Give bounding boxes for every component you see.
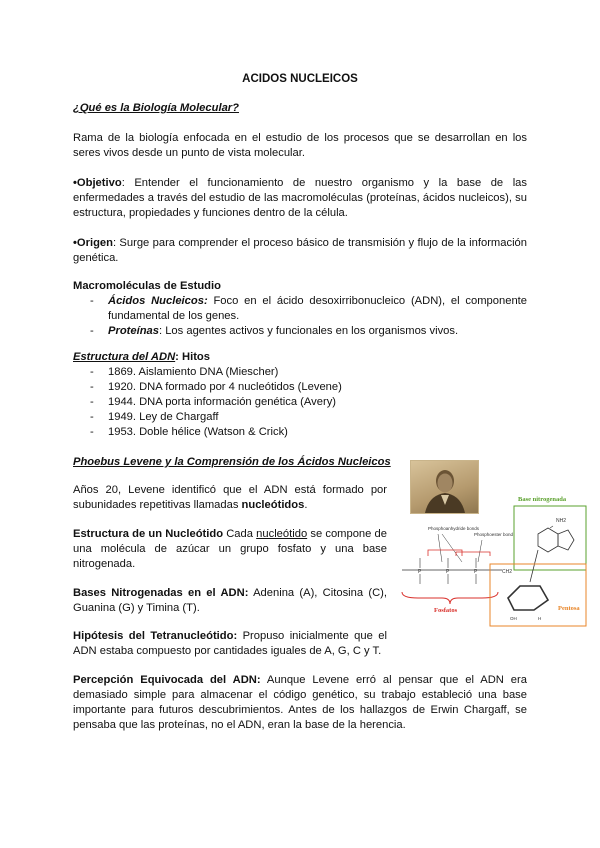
label-bases: Bases Nitrogenadas en el ADN: (73, 587, 249, 599)
fosfatos-label: Fosfatos (434, 607, 458, 614)
text-cada: Cada (223, 528, 257, 540)
list-item: - 1920. DNA formado por 4 nucleótidos (Levene) (90, 381, 342, 393)
hito-text: 1920. DNA formado por 4 nucleótidos (Levene) (108, 381, 342, 393)
nh2-label: NH2 (556, 518, 567, 524)
paragraph-percepcion (73, 673, 527, 733)
list-item: - 1944. DNA porta información genética (Avery) (90, 396, 337, 408)
text-percepcion: Aunque Levene erró al pensar que el ADN era demasiado simple para almacenar el código genético, su trabajo estableció una base importante para futuros descubrimientos. Antes de los hallazgos de Erwin Chargaff, se pensaba que las proteínas, no el ADN, eran la base de la herencia. (73, 674, 527, 731)
label-estructura-nucleotido: Estructura de un Nucleótido (73, 528, 224, 540)
label-percepcion: Percepción Equivocada del ADN: (73, 674, 261, 686)
text-bases: Adenina (A), Citosina (C), Guanina (G) y Timina (T). (73, 587, 387, 614)
text-levene-intro: Años 20, Levene identificó que el ADN está formado por subunidades repetitivas llamadas (73, 484, 387, 511)
text-nucleotido-underlined: nucleótido (256, 528, 308, 540)
phosphoanhydride-label: Phosphoanhydride bonds (428, 526, 480, 531)
label-origen: •Origen (73, 237, 113, 249)
paragraph-estructura-nucleotido (73, 527, 387, 572)
ch2-label: CH2 (502, 569, 513, 575)
heading-biologia-molecular: ¿Qué es la Biología Molecular? (73, 102, 239, 114)
text-tetranucleotido: Propuso inicialmente que el ADN estaba compuesto por cantidades iguales de A, G, C y T. (73, 630, 387, 657)
phosphoester-label: Phosphoester bond (474, 532, 514, 537)
item-label: Ácidos Nucleicos: (108, 295, 208, 307)
heading-macromoleculas: Macromoléculas de Estudio (73, 280, 221, 292)
svg-text:P: P (474, 569, 478, 575)
list-item: - 1949. Ley de Chargaff (90, 411, 219, 423)
document-title: ACIDOS NUCLEICOS (242, 73, 358, 85)
list-item: - 1953. Doble hélice (Watson & Crick) (90, 426, 288, 438)
label-objetivo: •Objetivo (73, 177, 122, 189)
nucleotide-structure-diagram (398, 490, 588, 630)
paragraph-definition: Rama de la biología enfocada en el estudio de los procesos que se desarrollan en los seres vivos desde un punto de vista molecular. (73, 132, 527, 159)
text-componentes: se compone de una molécula de azúcar un grupo fosfato y una base nitrogenada. (73, 528, 388, 570)
text-nucleotidos-bold: nucleótidos (241, 499, 305, 511)
heading-levene: Phoebus Levene y la Comprensión de los Ácidos Nucleicos (73, 456, 391, 468)
svg-text:P: P (418, 569, 422, 575)
hito-text: 1949. Ley de Chargaff (108, 411, 219, 423)
paragraph-objetivo (73, 176, 527, 221)
hito-text: 1944. DNA porta información genética (Avery) (108, 396, 337, 408)
heading-estructura-adn (73, 350, 210, 365)
item-text: Foco en el ácido desoxirribonucleico (ADN), el componente fundamental de los genes. (108, 295, 527, 322)
heading-estructura-underlined: Estructura del ADN (73, 351, 176, 363)
paragraph-tetranucleotido (73, 629, 387, 659)
text-period: . (304, 499, 308, 511)
item-text: : Los agentes activos y funcionales en los organismos vivos. (158, 325, 459, 337)
base-label: Base nitrogenada (518, 496, 567, 503)
hito-text: 1953. Doble hélice (Watson & Crick) (108, 426, 288, 438)
h-label: H (538, 616, 542, 621)
list-hitos (73, 365, 527, 440)
list-item: - Ácidos Nucleicos: Foco en el ácido desoxirribonucleico (ADN), el componente fundamental de los genes. (90, 295, 527, 322)
list-item: - 1869. Aislamiento DNA (Miescher) (90, 366, 279, 378)
base-box (514, 506, 586, 570)
hito-text: 1869. Aislamiento DNA (Miescher) (108, 366, 279, 378)
heading-estructura-rest: : Hitos (175, 351, 210, 363)
item-label: Proteínas (108, 325, 159, 337)
pentosa-label: Pentosa (558, 605, 580, 612)
text-origen: : Surge para comprender el proceso básico de transmisión y flujo de la información genética. (73, 237, 527, 264)
paragraph-bases-nitrogenadas (73, 586, 387, 616)
paragraph-origen (73, 236, 527, 266)
list-macromoleculas (73, 294, 527, 339)
svg-text:P: P (446, 569, 450, 575)
list-item: - Proteínas: Los agentes activos y funcionales en los organismos vivos. (90, 325, 459, 337)
oh-label: OH (510, 616, 517, 621)
paragraph-levene-nucleotidos (73, 483, 387, 513)
text-objetivo: : Entender el funcionamiento de nuestro organismo y la base de las enfermedades a través del estudio de las macromoléculas (proteínas, ácidos nucleicos), su estructura, propiedades y funciones dentro de la célula. (73, 177, 527, 219)
label-tetranucleotido: Hipótesis del Tetranucleótido: (73, 630, 238, 642)
